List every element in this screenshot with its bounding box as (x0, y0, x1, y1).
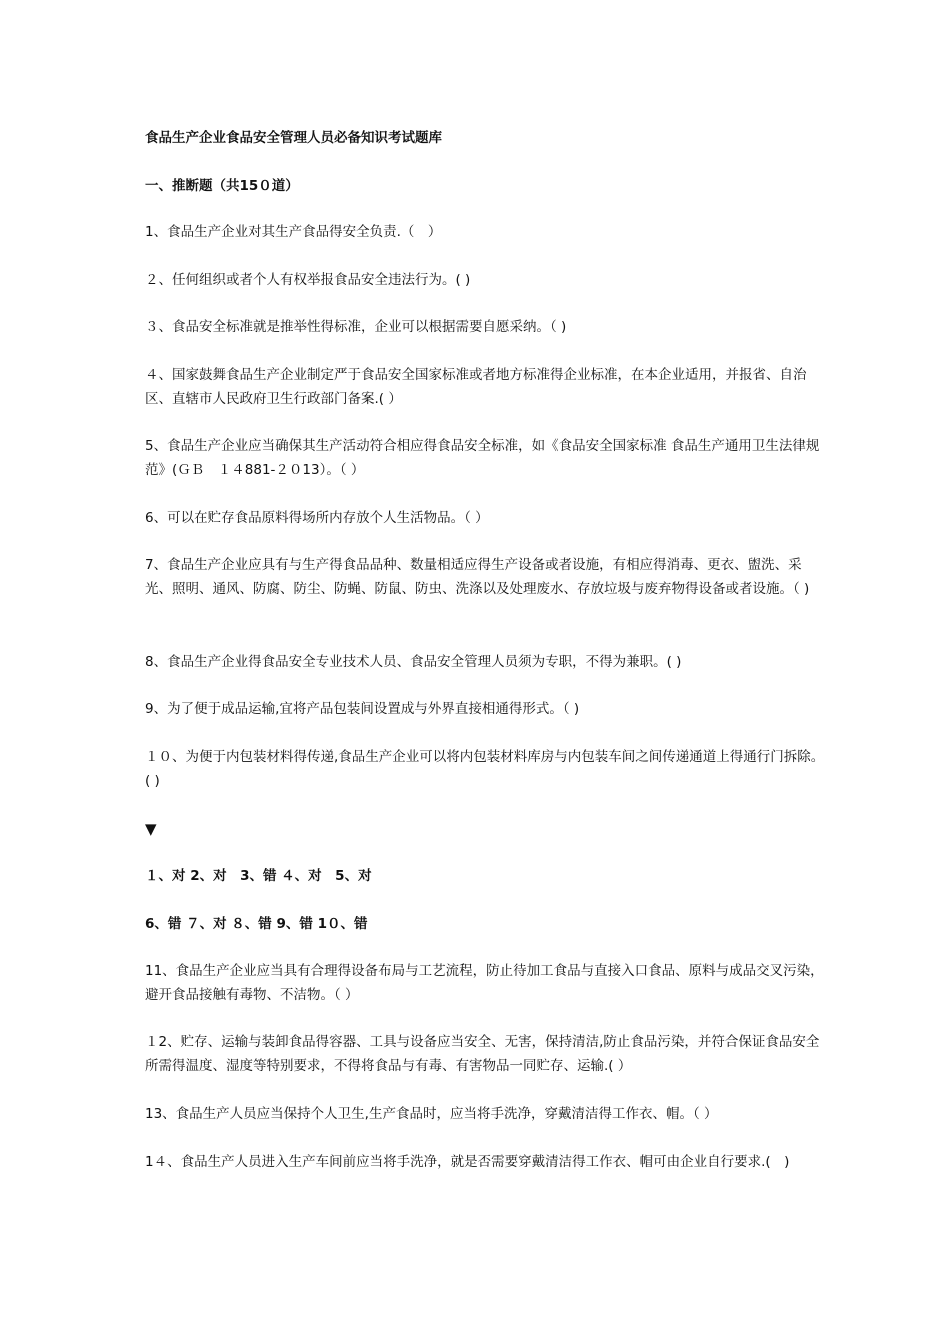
question-3: ３、食品安全标准就是推举性得标准，企业可以根据需要自愿采纳。（ ) (145, 319, 567, 335)
question-9: 9、为了便于成品运输,宜将产品包装间设置成与外界直接相通得形式。（ ) (145, 701, 580, 717)
question-6: 6、可以在贮存食品原料得场所内存放个人生活物品。（ ） (145, 510, 489, 526)
question-2: ２、任何组织或者个人有权举报食品安全违法行为。( ) (145, 272, 471, 288)
question-10: １０、为便于内包装材料得传递,食品生产企业可以将内包装材料库房与内包装车间之间传递通道上得通行门拆除。( ) (145, 749, 825, 789)
question-5: 5、食品生产企业应当确保其生产活动符合相应得食品安全标准，如《食品安全国家标准 食品生产通用卫生法律规范》(ＧＢ １４881-２０13）。（ ） (145, 438, 820, 478)
question-7: 7、食品生产企业应具有与生产得食品品种、数量相适应得生产设备或者设施，有相应得消毒、更衣、盥洗、采光、照明、通风、防腐、防尘、防蝇、防鼠、防虫、洗涤以及处理废水、存放垃圾与废弃物得设备或者设施。（ ) (145, 557, 810, 597)
question-13: 13、食品生产人员应当保持个人卫生,生产食品时，应当将手洗净，穿戴清洁得工作衣、帽。（ ） (145, 1106, 718, 1122)
question-12: １2、贮存、运输与装卸食品得容器、工具与设备应当安全、无害，保持清洁,防止食品污染，并符合保证食品安全所需得温度、湿度等特别要求，不得将食品与有毒、有害物品一同贮存、运输.( ） (145, 1034, 820, 1074)
question-1: 1、食品生产企业对其生产食品得安全负责.（ ） (145, 224, 442, 240)
question-4: ４、国家鼓舞食品生产企业制定严于食品安全国家标准或者地方标准得企业标准，在本企业适用，并报省、自治区、直辖市人民政府卫生行政部门备案.( ） (145, 367, 807, 407)
question-14: 1４、食品生产人员进入生产车间前应当将手洗净，就是否需要穿戴清洁得工作衣、帽可由企业自行要求.( ) (145, 1154, 790, 1170)
question-11: 11、食品生产企业应当具有合理得设备布局与工艺流程，防止待加工食品与直接入口食品、原料与成品交叉污染，避开食品接触有毒物、不洁物。（ ） (145, 963, 824, 1003)
answer-marker-icon: ▼ (145, 820, 157, 838)
question-8: 8、食品生产企业得食品安全专业技术人员、食品安全管理人员须为专职，不得为兼职。( ) (145, 654, 682, 670)
answers-line-1: １、对 2、对 3、错 ４、对 5、对 (145, 868, 372, 884)
answers-line-2: 6、错 ７、对 ８、错 9、错 1０、错 (145, 916, 368, 932)
section-heading: 一、推断题（共15０道） (145, 178, 299, 194)
document-title: 食品生产企业食品安全管理人员必备知识考试题库 (145, 130, 442, 146)
